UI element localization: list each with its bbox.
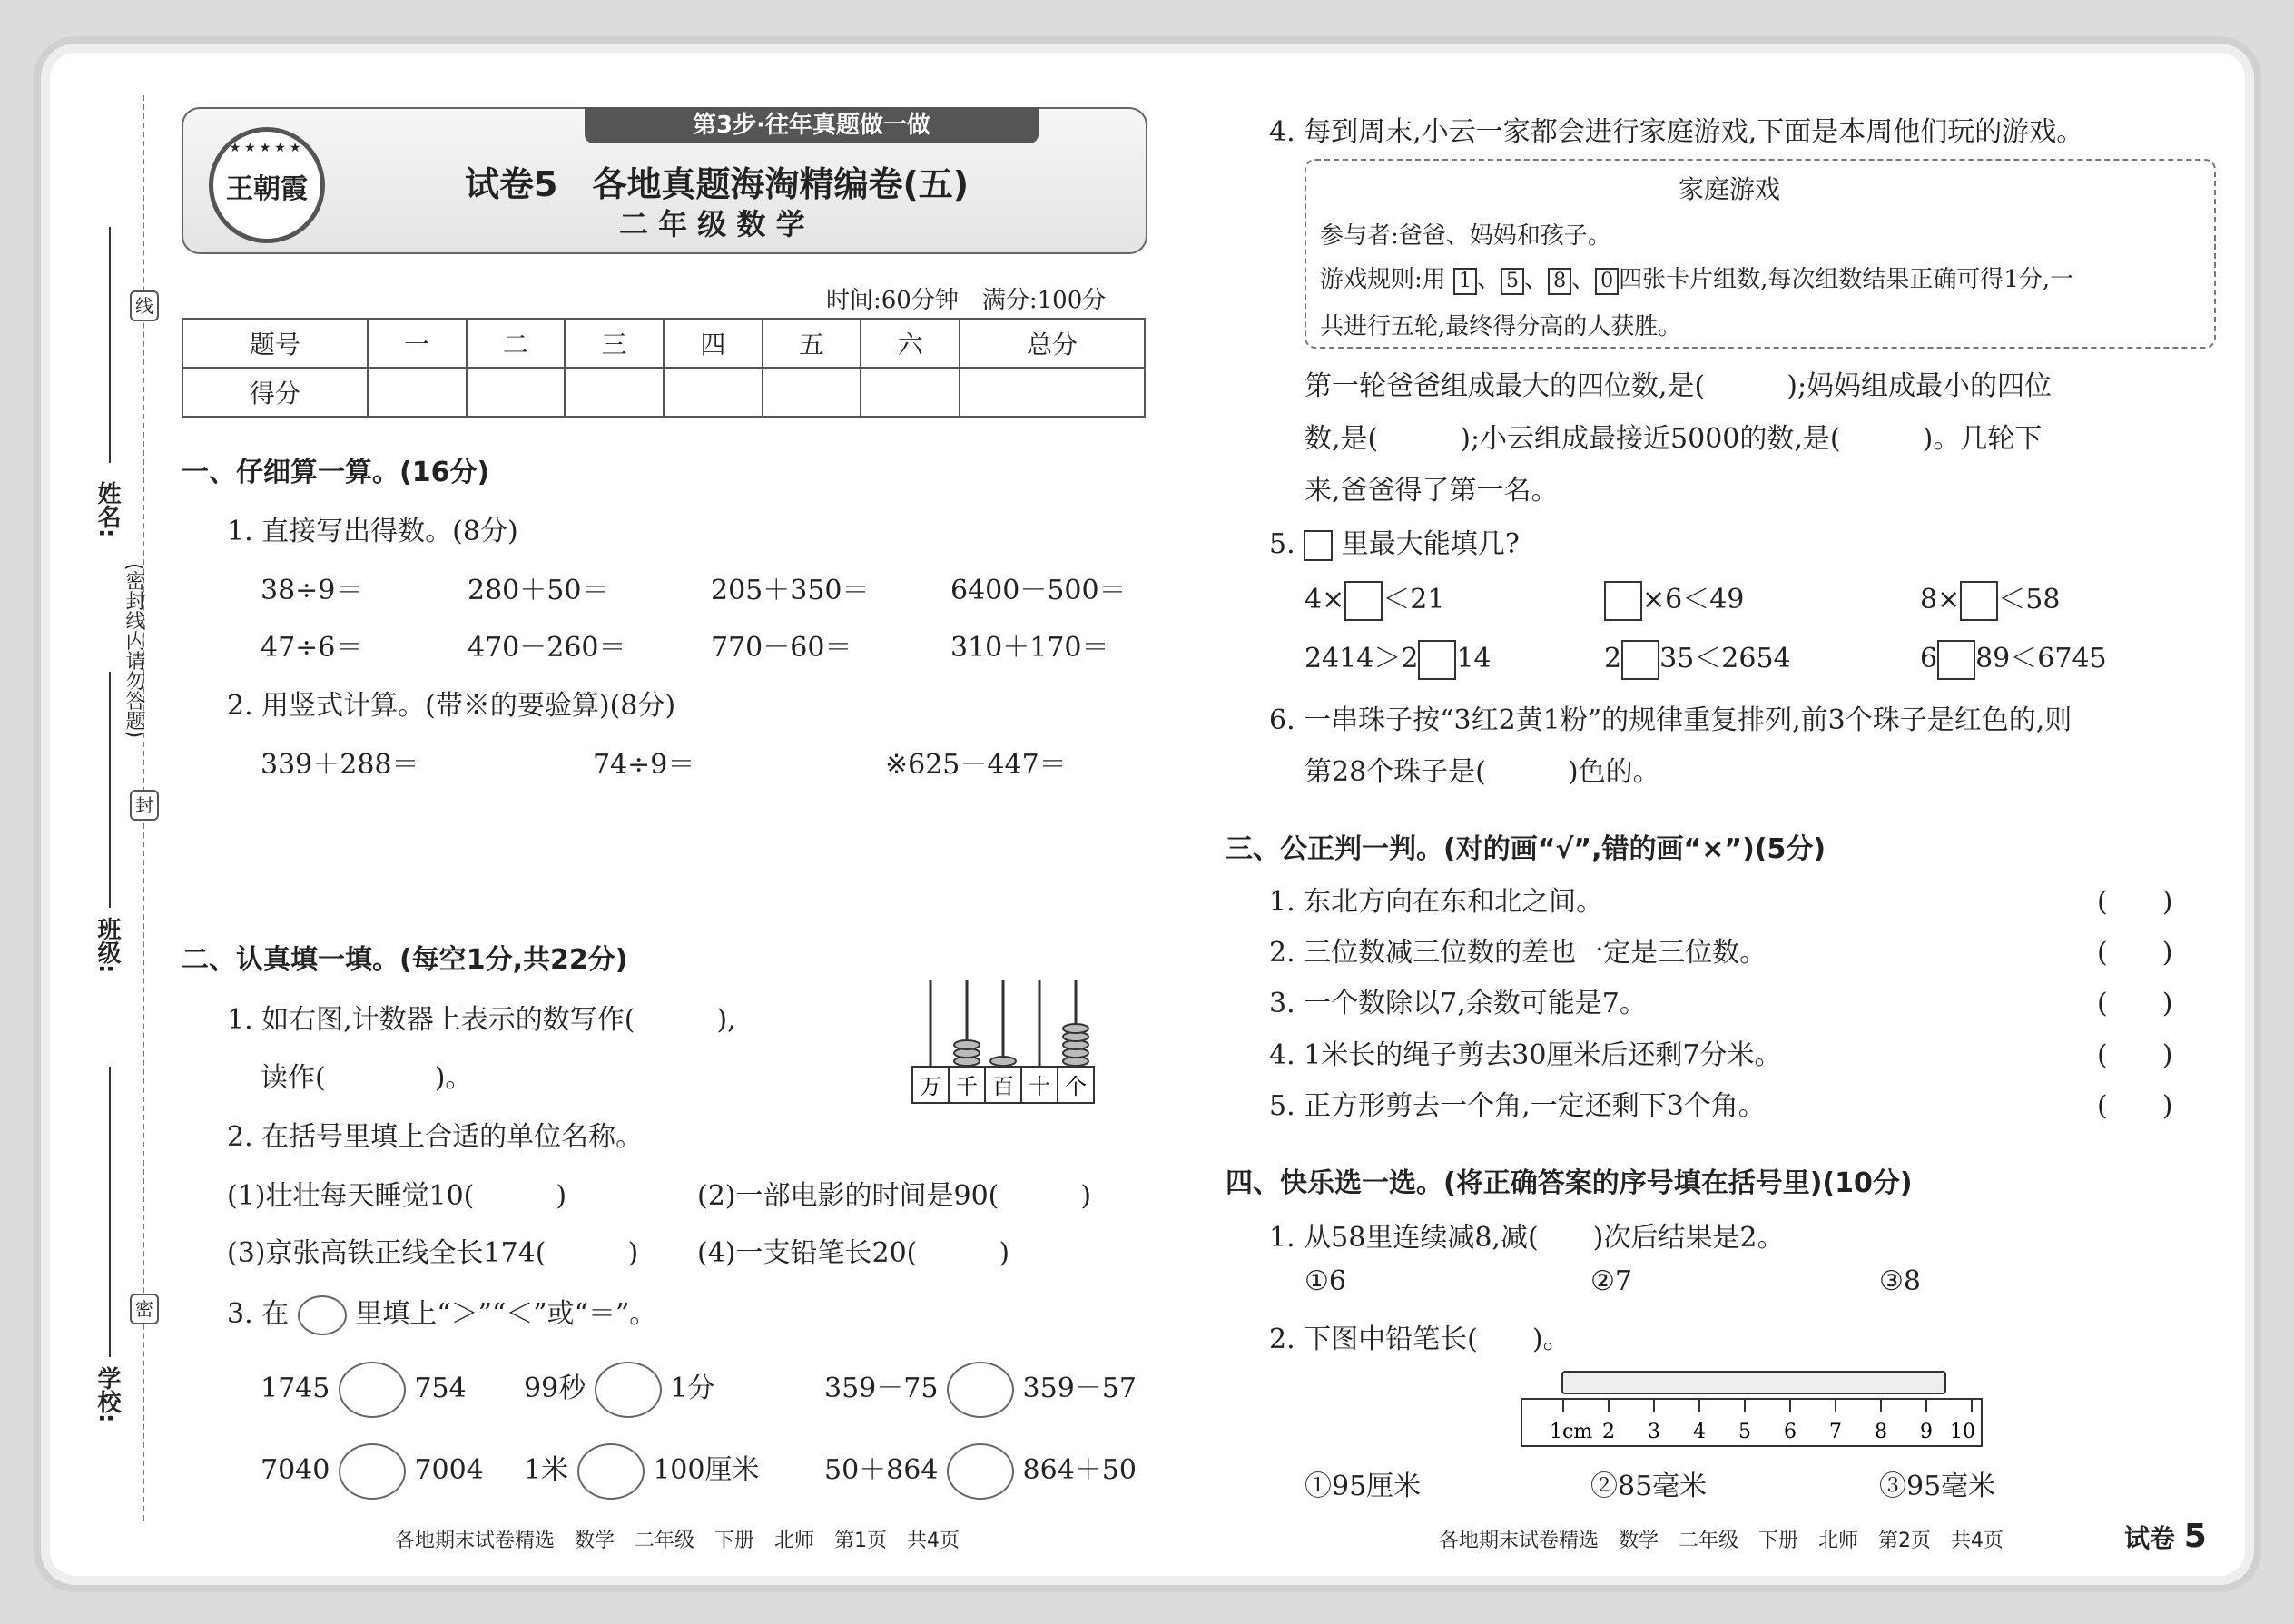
compare-left: 50＋864 [824,1454,939,1486]
ruler-label: 8 [1875,1421,1887,1443]
answer-box[interactable] [1937,640,1975,680]
compare-oval[interactable] [595,1362,662,1418]
box-item [1920,576,2060,621]
seal-feng: 封 [130,790,159,821]
compare-item [261,1362,467,1418]
row-label: 得分 [182,368,368,417]
table-header: 二 [467,319,566,368]
calc-item: 6400－500＝ [950,575,1127,606]
paper-label-text: 试卷 [2124,1523,2176,1553]
choice-option[interactable]: ②85毫米 [1590,1471,1708,1502]
time-info: 时间:60分钟 满分:100分 [826,287,1107,314]
ruler-label: 5 [1738,1421,1751,1443]
abacus-label: 百 [992,1074,1014,1099]
seal-xian: 线 [130,290,159,321]
ruler-label: 6 [1784,1421,1797,1443]
calc-item: 280＋50＝ [468,575,609,606]
s2-q3-prefix: 3. 在 [227,1298,290,1330]
school-line [109,1067,111,1357]
game-rule-line2: 共进行五轮,最终得分高的人获胜。 [1320,313,1682,340]
compare-right: 100厘米 [653,1454,760,1486]
q4-intro: 4. 每到周末,小云一家都会进行家庭游戏,下面是本周他们玩的游戏。 [1269,116,2084,148]
choice-option[interactable]: ②7 [1590,1265,1632,1297]
page-title: 试卷5 各地真题海淘精编卷(五) [465,164,970,204]
section-2-title: 二、认真填一填。(每空1分,共22分) [182,944,628,976]
judge-item: 5. 正方形剪去一个角,一定还剩下3个角。 [1269,1090,1766,1122]
footer-right: 各地期末试卷精选 数学 二年级 下册 北师 第2页 共4页 [1439,1530,2004,1552]
abacus-figure [903,976,1112,1107]
ruler-label: 1cm [1550,1421,1593,1443]
game-rule-suffix: 四张卡片组数,每次组数结果正确可得1分,一 [1619,266,2074,293]
box-item-left: 4× [1305,584,1345,615]
s2-q1-line1: 1. 如右图,计数器上表示的数写作( ), [227,1004,736,1036]
compare-item [524,1443,759,1500]
vertical-calc-item: 74÷9＝ [593,749,695,781]
abacus-label: 个 [1065,1074,1087,1099]
compare-oval[interactable] [339,1362,406,1418]
box-item-left: 8× [1920,584,1961,615]
compare-left: 1745 [261,1373,330,1404]
abacus-label: 千 [956,1074,978,1099]
calc-item: 38÷9＝ [261,575,363,606]
table-header: 六 [861,319,960,368]
game-box [1305,159,2216,349]
s4-q1: 1. 从58里连续减8,减( )次后结果是2。 [1269,1222,1785,1254]
q5-title [1269,521,1520,561]
box-item-right: ＜58 [1998,584,2061,615]
judge-answer[interactable]: ( ) [2097,1090,2173,1122]
binding-warning: (密封线内请勿答题) [123,563,145,739]
box-item [1604,576,1744,621]
box-item [1920,635,2107,680]
table-header: 一 [368,319,467,368]
score-cell[interactable] [664,368,763,417]
paper-number: 5 [2183,1518,2207,1555]
vertical-calc-item: 339＋288＝ [261,749,419,781]
table-header: 总分 [960,319,1145,368]
q4-line2: 数,是( );小云组成最接近5000的数,是( )。几轮下 [1305,423,2043,455]
answer-box[interactable] [1621,640,1659,680]
compare-oval[interactable] [947,1443,1014,1500]
ruler-ticks [1522,1400,1981,1445]
box-item-left: 2414＞2 [1305,643,1419,674]
score-cell[interactable] [763,368,861,417]
compare-item [524,1362,714,1418]
number-card: 1 [1453,268,1477,295]
header-box [182,107,1147,254]
section-1-title: 一、仔细算一算。(16分) [182,457,490,488]
calc-item: 205＋350＝ [711,575,870,606]
table-header: 五 [763,319,861,368]
box-item-right: ＜21 [1383,584,1445,615]
ruler-label: 4 [1693,1421,1706,1443]
score-table [182,318,1146,418]
page-subtitle: 二 年 级 数 学 [619,207,805,241]
s2-q3 [227,1291,656,1335]
q6-line2: 第28个珠子是( )色的。 [1305,756,1660,788]
section-4-title: 四、快乐选一选。(将正确答案的序号填在括号里)(10分) [1226,1167,1913,1199]
table-header: 题号 [182,319,368,368]
compare-right: 359－57 [1022,1373,1137,1404]
seal-mi: 密 [130,1294,159,1324]
school-label: 学校: [94,1366,121,1423]
box-item-right: ×6＜49 [1642,584,1745,615]
calc-item: 470－260＝ [468,632,626,664]
logo [209,127,325,243]
s1-q2: 2. 用竖式计算。(带※的要验算)(8分) [227,690,676,722]
game-title: 家庭游戏 [1679,174,1781,204]
compare-left: 99秒 [524,1373,586,1404]
box-item-left: 2 [1604,643,1622,674]
box-item-right: 14 [1456,643,1492,674]
table-header: 四 [664,319,763,368]
choice-option[interactable]: ③95毫米 [1879,1471,1996,1502]
compare-right: 864＋50 [1022,1454,1137,1486]
box-item [1305,635,1492,680]
ruler-label: 3 [1648,1421,1660,1443]
score-cell[interactable] [565,368,664,417]
game-rule-prefix: 游戏规则:用 [1320,266,1446,293]
calc-item: 47÷6＝ [261,632,363,664]
box-item-right: 35＜2654 [1659,643,1791,674]
answer-box[interactable] [1344,581,1383,621]
compare-oval-icon [298,1295,347,1335]
s2-q1-line2: 读作( )。 [261,1062,473,1094]
number-card: 8 [1548,268,1571,295]
compare-left: 1米 [524,1454,569,1486]
compare-left: 7040 [261,1454,330,1486]
choice-option[interactable]: ③8 [1879,1265,1921,1297]
judge-item: 4. 1米长的绳子剪去30厘米后还剩7分米。 [1269,1039,1782,1071]
unit-item: (2)一部电影的时间是90( ) [697,1180,1092,1212]
s2-q2: 2. 在括号里填上合适的单位名称。 [227,1121,644,1153]
pencil-icon [1561,1371,1946,1394]
blank-box-icon [1304,530,1333,561]
judge-answer[interactable]: ( ) [2097,886,2173,918]
game-participants: 参与者:爸爸、妈妈和孩子。 [1320,222,1611,250]
q4-line3: 来,爸爸得了第一名。 [1305,475,1559,507]
abacus-label: 万 [920,1074,941,1099]
compare-item [824,1362,1137,1418]
q6-line1: 6. 一串珠子按“3红2黄1粉”的规律重复排列,前3个珠子是红色的,则 [1269,704,2072,736]
unit-item: (4)一支铅笔长20( ) [697,1237,1010,1269]
s2-q3-suffix: 里填上“＞”“＜”或“＝”。 [355,1298,657,1330]
q4-line1: 第一轮爸爸组成最大的四位数,是( );妈妈组成最小的四位 [1305,370,2053,402]
box-item [1604,635,1791,680]
unit-item: (3)京张高铁正线全长174( ) [227,1237,639,1269]
compare-oval[interactable] [339,1443,406,1500]
table-row [182,319,1145,368]
calc-item: 770－60＝ [711,632,852,664]
table-row [182,368,1145,417]
judge-item: 2. 三位数减三位数的差也一定是三位数。 [1269,937,1767,969]
answer-box[interactable] [1960,581,1998,621]
game-rule-line1: 游戏规则:用 1 、 5 、 8 、 0 四张卡片组数,每次组数结果正确可得1分,一 [1320,266,2074,293]
name-line [109,227,111,463]
box-item-right: 89＜6745 [1975,643,2107,674]
compare-right: 7004 [414,1454,484,1486]
class-label: 班级: [94,917,121,974]
number-card: 5 [1501,268,1524,295]
logo-stars-icon: ★★★★★ [229,141,305,155]
score-cell[interactable] [861,368,960,417]
ruler-label: 9 [1920,1421,1933,1443]
answer-box[interactable] [1604,581,1642,621]
ruler [1521,1398,1983,1447]
s4-q2: 2. 下图中铅笔长( )。 [1269,1324,1570,1355]
unit-item: (1)壮壮每天睡觉10( ) [227,1180,567,1212]
judge-item: 3. 一个数除以7,余数可能是7。 [1269,988,1647,1019]
judge-answer[interactable]: ( ) [2097,988,2173,1019]
ruler-label: 10 [1950,1421,1975,1443]
answer-box[interactable] [1418,640,1456,680]
score-cell[interactable] [467,368,566,417]
q5-text: 里最大能填几? [1341,528,1520,560]
score-cell[interactable] [960,368,1145,417]
ruler-label: 7 [1829,1421,1842,1443]
logo-text: 王朝霞 [226,173,308,205]
box-item-left: 6 [1920,643,1938,674]
vertical-calc-item: ※625－447＝ [885,749,1067,781]
s1-q1: 1. 直接写出得数。(8分) [227,516,518,547]
compare-right: 1分 [670,1373,715,1404]
choice-option[interactable]: ①6 [1305,1265,1346,1297]
paper-label [2124,1518,2207,1555]
judge-answer[interactable]: ( ) [2097,937,2173,969]
step-tab: 第3步·往年真题做一做 [585,107,1039,143]
compare-oval[interactable] [947,1362,1014,1418]
compare-right: 754 [414,1373,467,1404]
q5-number: 5. [1269,528,1295,560]
name-label: 姓名: [94,481,121,538]
footer-left: 各地期末试卷精选 数学 二年级 下册 北师 第1页 共4页 [395,1530,960,1552]
judge-item: 1. 东北方向在东和北之间。 [1269,886,1604,918]
compare-oval[interactable] [577,1443,645,1500]
section-3-title: 三、公正判一判。(对的画“√”,错的画“×”)(5分) [1226,833,1826,865]
calc-item: 310＋170＝ [950,632,1109,664]
judge-answer[interactable]: ( ) [2097,1039,2173,1071]
choice-option[interactable]: ①95厘米 [1305,1471,1422,1502]
table-header: 三 [565,319,664,368]
compare-item [261,1443,484,1500]
number-card: 0 [1595,268,1619,295]
abacus-label: 十 [1029,1074,1050,1099]
compare-left: 359－75 [824,1373,939,1404]
score-cell[interactable] [368,368,467,417]
compare-item [824,1443,1137,1500]
ruler-label: 2 [1602,1421,1615,1443]
class-line [109,672,111,908]
box-item [1305,576,1444,621]
